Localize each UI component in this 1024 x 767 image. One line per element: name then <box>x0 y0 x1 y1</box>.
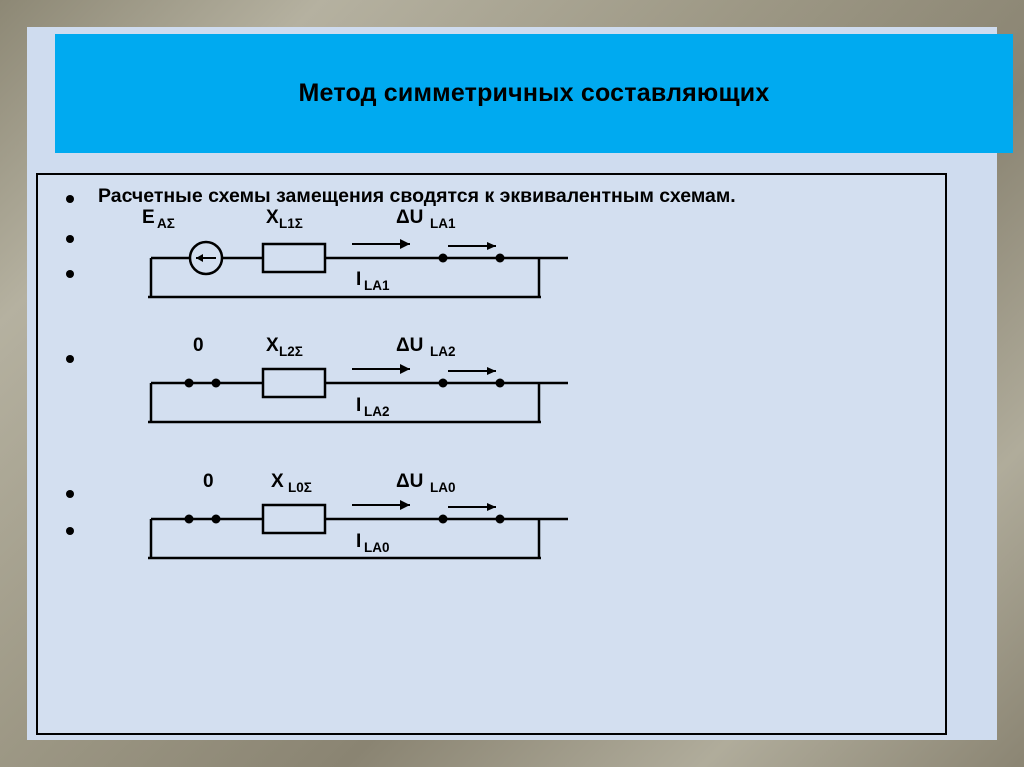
current-sublabel: LA1 <box>364 278 390 293</box>
source-sublabel: AΣ <box>157 216 175 231</box>
reactance-label: X <box>266 207 279 228</box>
source-label: 0 <box>203 471 214 492</box>
lead-text: Расчетные схемы замещения сводятся к эквивалентным схемам. <box>98 185 736 207</box>
current-sublabel: LA0 <box>364 540 390 555</box>
zero-sequence-circuit <box>148 471 568 559</box>
voltage-sublabel: LA2 <box>430 344 456 359</box>
source-label: 0 <box>193 335 204 356</box>
voltage-label: ΔU <box>396 207 424 228</box>
title-band <box>55 34 1013 153</box>
negative-sequence-circuit <box>148 335 568 423</box>
voltage-label: ΔU <box>396 335 424 356</box>
circuit-diagrams <box>38 175 949 737</box>
content-box <box>36 173 947 735</box>
reactance-sublabel: L0Σ <box>288 480 312 495</box>
reactance-label: X <box>266 335 279 356</box>
voltage-label: ΔU <box>396 471 424 492</box>
reactance-sublabel: L2Σ <box>279 344 303 359</box>
current-label: I <box>356 395 362 416</box>
reactance-sublabel: L1Σ <box>279 216 303 231</box>
current-sublabel: LA2 <box>364 404 390 419</box>
voltage-sublabel: LA0 <box>430 480 456 495</box>
current-label: I <box>356 531 362 552</box>
reactance-label: X <box>271 471 284 492</box>
page-title: Метод симметричных составляющих <box>298 79 770 107</box>
voltage-sublabel: LA1 <box>430 216 456 231</box>
source-label: E <box>142 207 155 228</box>
current-label: I <box>356 269 362 290</box>
positive-sequence-circuit <box>142 207 568 298</box>
